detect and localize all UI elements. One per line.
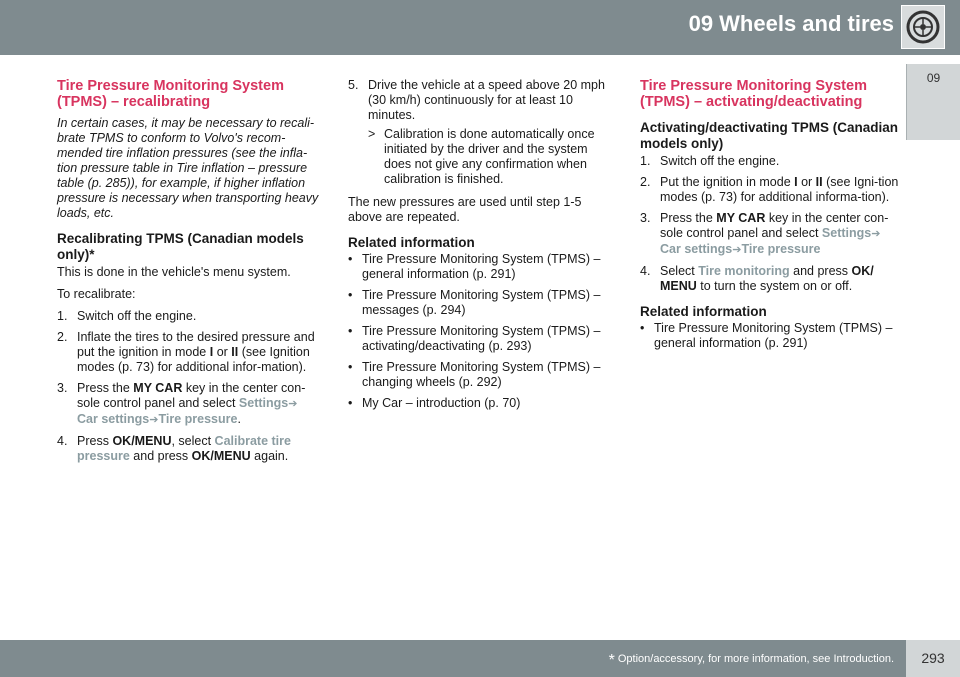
- step-text: or: [797, 175, 816, 189]
- related-heading: Related information: [640, 304, 767, 319]
- steps-list: [57, 309, 327, 464]
- related-link[interactable]: • Tire Pressure Monitoring System (TPMS) – messages (p. 294): [348, 288, 610, 318]
- paragraph: This is done in the vehicle's menu system.: [57, 265, 291, 279]
- step-text: (see Igni-tion modes (p. 73) for additional informa-tion).: [660, 175, 899, 204]
- key-label: MY CAR: [133, 381, 183, 395]
- menu-item: Settings: [238, 396, 289, 410]
- related-list: [640, 321, 908, 351]
- step-text: .: [237, 412, 241, 426]
- step-text: and press: [129, 449, 192, 463]
- key-label: OK/MENU: [112, 434, 172, 448]
- result-marker: >: [368, 127, 376, 141]
- related-list: [348, 252, 610, 411]
- step: [640, 211, 908, 258]
- mode-label: I: [209, 345, 214, 359]
- step-text: key in the center con-sole control panel and select: [660, 211, 889, 240]
- step-text: Select: [660, 264, 699, 278]
- menu-item: Tire monitoring: [698, 264, 790, 278]
- chapter-tab: [906, 64, 960, 140]
- step: [57, 309, 327, 324]
- menu-item: Car settings: [77, 412, 150, 426]
- mode-label: II: [231, 345, 239, 359]
- section-title: Tire Pressure Monitoring System (TPMS) – recalibrating: [57, 78, 284, 110]
- key-label: MY CAR: [716, 211, 766, 225]
- step-number: 2.: [57, 330, 68, 344]
- step: [640, 264, 908, 294]
- step-text: Drive the vehicle at a speed above 20 mph (30 km/h) continuously for at least 10 minutes.: [368, 78, 605, 122]
- mode-label: I: [794, 175, 798, 189]
- step-text: to turn the system on or off.: [696, 279, 853, 293]
- footnote-text: Option/accessory, for more information, see Introduction.: [614, 653, 894, 665]
- menu-item: Calibrate tire pressure: [77, 434, 291, 463]
- column-recalibrating: [57, 78, 327, 471]
- step: [640, 175, 908, 205]
- substep: [348, 127, 610, 187]
- paragraph: The new pressures are used until step 1-5 above are repeated.: [348, 195, 582, 224]
- paragraph: To recalibrate:: [57, 287, 136, 301]
- step-text: Press: [77, 434, 113, 448]
- substep-text: Calibration is done automatically once initiated by the driver and the system does not give any confirmation when calibration is finished.: [384, 127, 595, 186]
- related-link[interactable]: • Tire Pressure Monitoring System (TPMS) – changing wheels (p. 292): [348, 360, 610, 390]
- chapter-title: 09 Wheels and tires: [688, 11, 894, 36]
- arrow-right-icon: ➔: [732, 244, 742, 256]
- arrow-right-icon: ➔: [288, 398, 298, 410]
- step-number: 4.: [57, 434, 68, 448]
- menu-item: Settings: [821, 226, 872, 240]
- arrow-right-icon: ➔: [149, 414, 159, 426]
- related-heading: Related information: [348, 235, 475, 250]
- column-activating: [640, 78, 908, 357]
- steps-list: [640, 154, 908, 294]
- step-text: or: [213, 345, 232, 359]
- related-link[interactable]: • Tire Pressure Monitoring System (TPMS) – activating/deactivating (p. 293): [348, 324, 610, 354]
- steps-list: [348, 78, 610, 187]
- step-number: 3.: [57, 381, 68, 395]
- step: [348, 78, 610, 187]
- step-text: Press the: [77, 381, 134, 395]
- footer-bar: [0, 640, 960, 677]
- step: [57, 381, 327, 428]
- step-number: 4.: [640, 264, 651, 278]
- subheading: Activating/deactivating TPMS (Canadian models only): [640, 120, 899, 151]
- step: [57, 434, 327, 464]
- step-text: Switch off the engine.: [77, 309, 197, 323]
- related-link[interactable]: • Tire Pressure Monitoring System (TPMS) – general information (p. 291): [348, 252, 610, 282]
- asterisk: *: [608, 652, 615, 669]
- related-link[interactable]: • Tire Pressure Monitoring System (TPMS) – general information (p. 291): [640, 321, 908, 351]
- column-continued: [348, 78, 610, 417]
- menu-item: Car settings: [660, 242, 733, 256]
- step-number: 1.: [640, 154, 651, 168]
- step-text: again.: [250, 449, 289, 463]
- footnote: [609, 652, 894, 670]
- header-bar: [0, 0, 960, 55]
- related-link[interactable]: • My Car – introduction (p. 70): [348, 396, 610, 411]
- section-title: Tire Pressure Monitoring System (TPMS) – activating/deactivating: [640, 78, 867, 110]
- chapter-number: 09: [926, 71, 941, 85]
- arrow-right-icon: ➔: [871, 228, 881, 240]
- step-text: and press: [789, 264, 852, 278]
- key-label: OK/MENU: [191, 449, 251, 463]
- mode-label: II: [815, 175, 823, 189]
- step-text: Inflate the tires to the desired pressure and put the ignition in mode: [77, 330, 315, 359]
- step-text: Press the: [660, 211, 717, 225]
- step-number: 5.: [348, 78, 359, 92]
- step: [640, 154, 908, 169]
- intro-text: In certain cases, it may be necessary to recali-brate TPMS to conform to Volvo's recom-mended tire inflation pressures (see the infla-tion pressure table in Tire inflation – pressure table (p. 285)), for example, if higher inflation pressure is necessary when transporting heavy loads, etc.: [57, 116, 319, 220]
- step-number: 3.: [640, 211, 651, 225]
- step-text: (see Ignition modes (p. 73) for additional infor-mation).: [77, 345, 310, 374]
- step-text: key in the center con-sole control panel and select: [77, 381, 306, 410]
- step: [57, 330, 327, 375]
- key-label: OK/ MENU: [660, 264, 874, 293]
- step-number: 2.: [640, 175, 651, 189]
- tire-icon: [901, 5, 945, 49]
- step-number: 1.: [57, 309, 68, 323]
- step-text: Switch off the engine.: [660, 154, 780, 168]
- step-text: , select: [171, 434, 215, 448]
- page-number: 293: [906, 640, 960, 677]
- menu-item: Tire pressure: [741, 242, 821, 256]
- menu-item: Tire pressure: [158, 412, 238, 426]
- subheading: Recalibrating TPMS (Canadian models only)*: [57, 231, 304, 262]
- step-text: Put the ignition in mode: [660, 175, 795, 189]
